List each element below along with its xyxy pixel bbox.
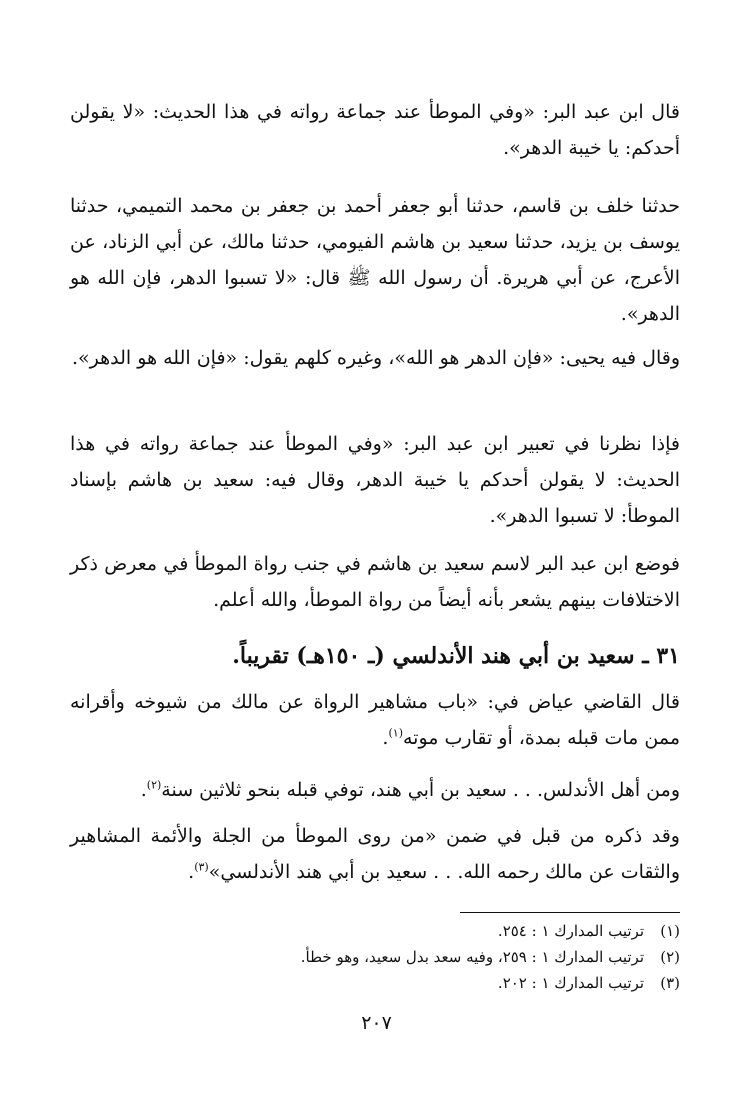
footnote-number: (٢): [660, 948, 680, 966]
footnote-1: [70, 918, 680, 944]
footnote-2: [70, 944, 680, 970]
footnote-text: ترتيب المدارك ١ : ٢٥٤.: [497, 922, 644, 940]
footnote-ref-1: (١): [388, 726, 403, 740]
paragraph-2: حدثنا خلف بن قاسم، حدثنا أبو جعفر أحمد بن جعفر بن محمد التميمي، حدثنا يوسف بن يزيد، حدثنا سعيد بن هاشم الفيومي، حدثنا مالك، عن أبي الزناد، عن الأعرج، عن أبي هريرة. أن رسول الله ﷺ قال: «لا تسبوا الدهر، فإن الله هو الدهر».: [70, 195, 680, 325]
footnote-number: (١): [660, 922, 680, 940]
section-paragraph-end: .: [140, 779, 147, 801]
paragraph-1: قال ابن عبد البر: «وفي الموطأ عند جماعة رواته في هذا الحديث: «لا يقولن أحدكم: يا خيبة الدهر».: [70, 101, 680, 159]
page-number: ٢٠٧: [361, 1012, 392, 1034]
footnote-text: ترتيب المدارك ١ : ٢٠٢.: [497, 974, 644, 992]
footnote-divider: [460, 912, 680, 913]
section-paragraph-2: [70, 772, 680, 808]
section-paragraph-3: [70, 818, 680, 890]
footnote-text: ترتيب المدارك ١ : ٢٥٩، وفيه سعد بدل سعيد، وهو خطأ.: [300, 948, 644, 966]
footnote-ref-3: (٣): [194, 860, 209, 874]
paragraph-4: فإذا نظرنا في تعبير ابن عبد البر: «وفي الموطأ عند جماعة رواته في هذا الحديث: لا يقولن أحدكم يا خيبة الدهر، وقال فيه: سعيد بن هاشم بإسناد الموطأ: لا تسبوا الدهر».: [70, 433, 680, 527]
section-paragraph-1: [70, 684, 680, 756]
footnote-3: [70, 970, 680, 996]
section-heading: ٣١ ـ سعيد بن أبي هند الأندلسي (ـ ١٥٠هـ) تقريباً.: [232, 643, 680, 669]
paragraph-5: فوضع ابن عبد البر لاسم سعيد بن هاشم في جنب رواة الموطأ في معرض ذكر الاختلافات بينهم يشعر بأنه أيضاً من رواة الموطأ، والله أعلم.: [70, 553, 680, 611]
section-paragraph-text: ومن أهل الأندلس. . . سعيد بن أبي هند، توفي قبله بنحو ثلاثين سنة: [161, 779, 680, 801]
section-paragraph-end: .: [382, 727, 389, 749]
section-paragraph-text: قال القاضي عياض في: «باب مشاهير الرواة عن مالك من شيوخه وأقرانه ممن مات قبله بمدة، أو تقارب موته: [70, 691, 680, 749]
section-paragraph-end: .: [188, 861, 195, 883]
footnote-ref-2: (٢): [146, 778, 162, 792]
footnote-number: (٣): [660, 974, 680, 992]
footnotes: [70, 918, 680, 996]
paragraph-3: وقال فيه يحيى: «فإن الدهر هو الله»، وغيره كلهم يقول: «فإن الله هو الدهر».: [72, 347, 680, 369]
section-paragraph-text: وقد ذكره من قبل في ضمن «من روى الموطأ من الجلة والأئمة المشاهير والثقات عن مالك رحمه الله. . . سعيد بن أبي هند الأندلسي»: [70, 825, 680, 883]
